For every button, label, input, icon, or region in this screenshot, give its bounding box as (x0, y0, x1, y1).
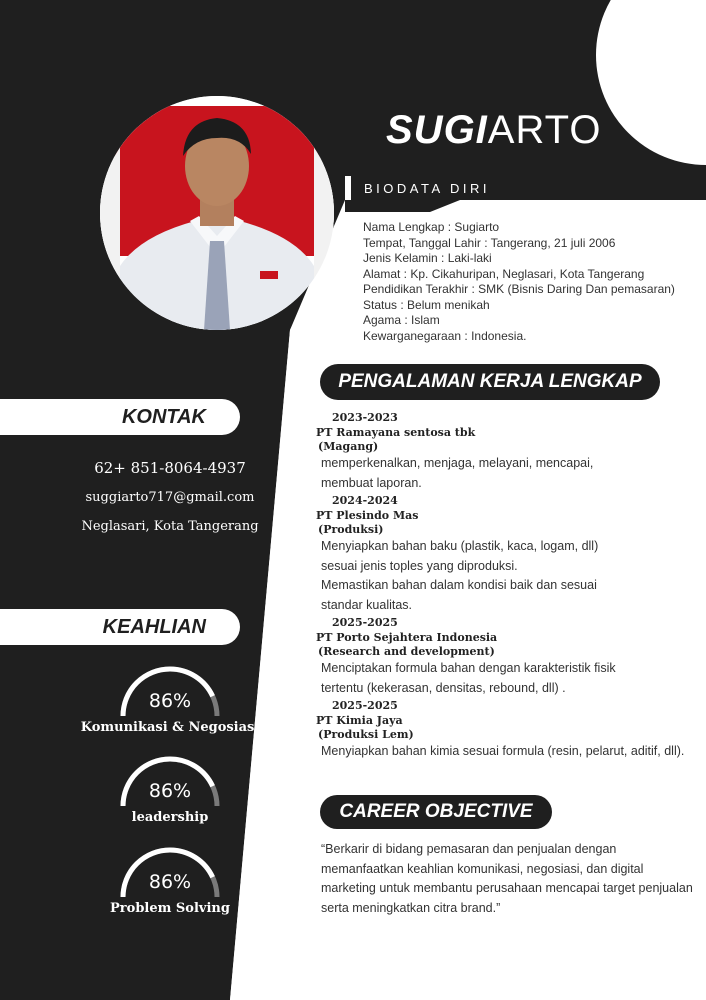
job-year: 2023-2023 (332, 411, 398, 424)
skill-percent: 86% (148, 780, 192, 802)
experience-heading: PENGALAMAN KERJA LENGKAP (320, 364, 660, 400)
job-entry (316, 493, 706, 615)
skill-label: leadership (131, 810, 209, 825)
job-role: (Research and development) (318, 645, 495, 658)
skill-item (80, 845, 260, 916)
biodata-item: Agama : Islam (363, 313, 440, 327)
biodata-item: Pendidikan Terakhir : SMK (Bisnis Daring Dan pemasaran) (363, 282, 675, 296)
skill-item (80, 664, 260, 735)
job-company: PT Kimia Jaya (316, 714, 403, 727)
skill-label: Problem Solving (110, 901, 230, 916)
job-desc: tertentu (kekerasan, densitas, rebound, dll) . (321, 680, 566, 695)
skill-label: Komunikasi & Negosiasi (80, 720, 260, 735)
biodata-item: Status : Belum menikah (363, 297, 490, 312)
job-desc: Memastikan bahan dalam kondisi baik dan sesuai (321, 578, 597, 592)
job-desc: standar kualitas. (321, 597, 413, 612)
job-desc: membuat laporan. (321, 475, 422, 490)
job-desc: Menciptakan formula bahan dengan karakteristik fisik (321, 661, 616, 675)
job-desc: memperkenalkan, menjaga, melayani, mencapai, (321, 456, 594, 470)
job-desc: sesuai jenis toples yang diproduksi. (321, 558, 518, 573)
job-role: (Magang) (318, 440, 379, 453)
name-first-part: SUGI (386, 108, 488, 152)
career-line: marketing untuk membantu perusahaan mencapai target penjualan (321, 881, 693, 895)
job-year: 2024-2024 (332, 494, 398, 507)
contact-email[interactable]: suggiarto717@gmail.com (85, 490, 255, 505)
job-company: PT Ramayana sentosa tbk (316, 426, 476, 439)
job-entry (316, 410, 706, 493)
job-entry (316, 615, 706, 698)
job-company: PT Porto Sejahtera Indonesia (316, 631, 498, 644)
biodata-list (363, 220, 675, 344)
job-role: (Produksi) (318, 523, 384, 536)
job-desc: Menyiapkan bahan baku (plastik, kaca, logam, dll) (321, 539, 599, 553)
job-role: (Produksi Lem) (318, 728, 414, 741)
biodata-item: Alamat : Kp. Cikahuripan, Neglasari, Kota Tangerang (363, 266, 645, 281)
biodata-item: Tempat, Tanggal Lahir : Tangerang, 21 juli 2006 (363, 235, 616, 250)
contact-phone[interactable]: 62+ 851-8064-4937 (94, 459, 246, 477)
job-desc: Menyiapkan bahan kimia sesuai formula (resin, pelarut, aditif, dll). (321, 744, 685, 758)
full-name (386, 110, 601, 150)
skill-percent: 86% (148, 871, 192, 893)
biodata-item: Kewarganegaraan : Indonesia. (363, 328, 527, 343)
job-company: PT Plesindo Mas (316, 509, 419, 522)
job-entry (316, 698, 706, 762)
profile-photo (100, 96, 334, 330)
job-year: 2025-2025 (332, 699, 398, 712)
career-heading: CAREER OBJECTIVE (320, 795, 552, 829)
name-second-part: ARTO (487, 108, 602, 152)
biodata-item: Jenis Kelamin : Laki-laki (363, 251, 492, 265)
contact-address: Neglasari, Kota Tangerang (81, 519, 259, 534)
skill-percent: 86% (148, 690, 192, 712)
experience-list (316, 410, 706, 762)
biodata-title: BIODATA DIRI (364, 181, 491, 196)
career-line: memanfaatkan keahlian komunikasi, negosiasi, dan digital (321, 861, 644, 876)
career-line: serta meningkatkan citra brand.” (321, 900, 501, 915)
career-line: “Berkarir di bidang pemasaran dan penjualan dengan (321, 842, 617, 856)
biodata-item: Nama Lengkap : Sugiarto (363, 220, 500, 234)
skills-heading: KEAHLIAN (0, 609, 240, 645)
career-text (321, 840, 693, 918)
contact-heading: KONTAK (0, 399, 240, 435)
job-year: 2025-2025 (332, 616, 398, 629)
skill-item (80, 754, 260, 825)
